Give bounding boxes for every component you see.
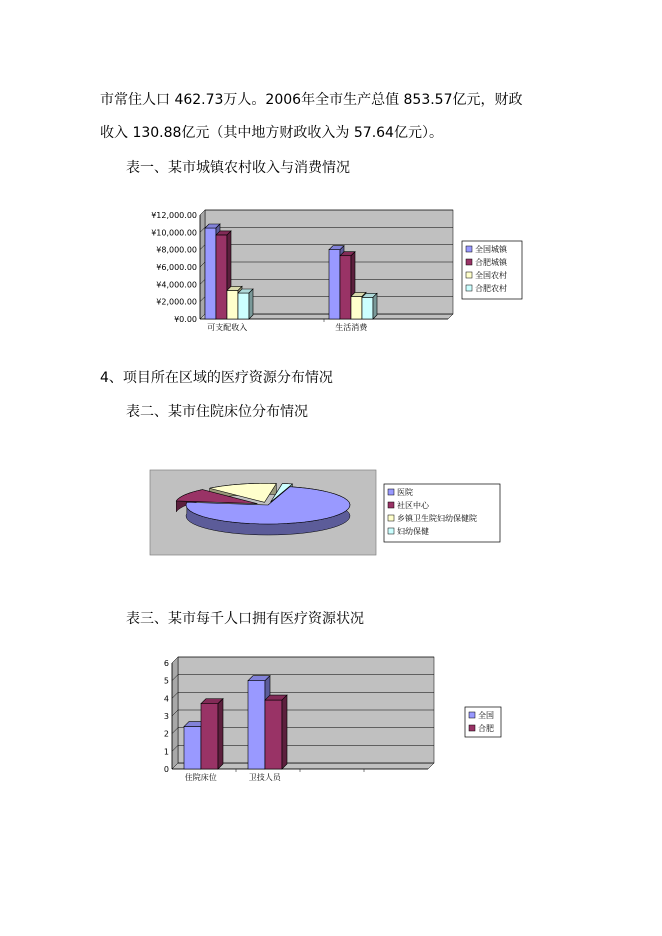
legend-swatch	[466, 272, 472, 278]
legend-label: 全国农村	[475, 271, 507, 280]
y-tick-label: ¥0.00	[174, 315, 197, 324]
x-category-label: 生活消费	[335, 323, 368, 332]
y-tick-label: ¥8,000.00	[156, 245, 197, 255]
legend-swatch	[388, 502, 394, 508]
income-consumption-chart-svg	[130, 204, 540, 339]
legend-swatch	[388, 515, 394, 521]
hospital-bed-pie-chart-svg	[150, 470, 510, 560]
bar	[329, 250, 340, 319]
table3-caption: 表三、某市每千人口拥有医疗资源状况	[126, 611, 364, 627]
legend-label: 乡镇卫生院妇幼保健院	[397, 514, 477, 523]
bar	[340, 256, 351, 319]
y-tick-label: 3	[163, 712, 169, 721]
income-consumption-chart	[130, 204, 540, 339]
y-tick-label: 5	[163, 676, 169, 686]
bar	[205, 228, 216, 319]
legend-label: 全国城镇	[475, 245, 507, 254]
y-tick-label: 4	[163, 694, 169, 704]
medical-resources-chart-svg	[150, 655, 510, 790]
y-tick-label: 2	[163, 729, 169, 739]
bar	[227, 290, 238, 319]
bar-side	[218, 699, 223, 769]
bar	[362, 297, 373, 319]
legend-label: 合肥农村	[475, 284, 507, 293]
x-category-label: 可支配收入	[207, 323, 248, 332]
bar	[248, 681, 265, 769]
legend-label: 妇幼保健	[397, 527, 429, 536]
x-category-label: 住院床位	[184, 773, 217, 782]
y-tick-label: 0	[163, 765, 169, 774]
y-tick-label: ¥6,000.00	[156, 263, 197, 272]
medical-resources-chart	[150, 655, 510, 790]
y-tick-label: 6	[163, 659, 169, 668]
legend-swatch	[388, 489, 394, 495]
x-category-label: 卫技人员	[248, 773, 281, 782]
bar	[265, 700, 282, 769]
bar	[184, 727, 201, 769]
legend-label: 社区中心	[397, 501, 429, 510]
bar	[351, 296, 362, 319]
legend-label: 医院	[397, 488, 413, 497]
bar-side	[249, 289, 253, 319]
legend-label: 合肥城镇	[475, 258, 507, 267]
hospital-bed-pie-chart	[150, 470, 510, 560]
legend-swatch	[466, 285, 472, 291]
bar	[201, 704, 218, 769]
paragraph-line-1: 市常住人口 462.73万人。2006年全市生产总值 853.57亿元，财政	[100, 92, 523, 108]
bar	[216, 235, 227, 319]
paragraph-line-2: 收入 130.88亿元（其中地方财政收入为 57.64亿元）。	[100, 125, 443, 141]
y-tick-label: 1	[163, 747, 169, 757]
legend-swatch	[469, 712, 475, 718]
bar	[238, 293, 249, 319]
section-4-heading: 4、项目所在区域的医疗资源分布情况	[100, 370, 333, 386]
legend-swatch	[388, 528, 394, 534]
bar-side	[282, 695, 287, 769]
table1-caption: 表一、某市城镇农村收入与消费情况	[126, 160, 350, 176]
table2-caption: 表二、某市住院床位分布情况	[126, 404, 308, 420]
legend-label: 合肥	[478, 724, 494, 733]
y-tick-label: ¥2,000.00	[156, 297, 197, 307]
legend-label: 全国	[478, 711, 494, 720]
bar-side	[373, 293, 377, 319]
y-tick-label: ¥4,000.00	[156, 280, 197, 290]
legend-swatch	[466, 259, 472, 265]
y-tick-label: ¥10,000.00	[151, 228, 197, 238]
legend-swatch	[469, 725, 475, 731]
legend-swatch	[466, 246, 472, 252]
y-tick-label: ¥12,000.00	[151, 211, 197, 220]
